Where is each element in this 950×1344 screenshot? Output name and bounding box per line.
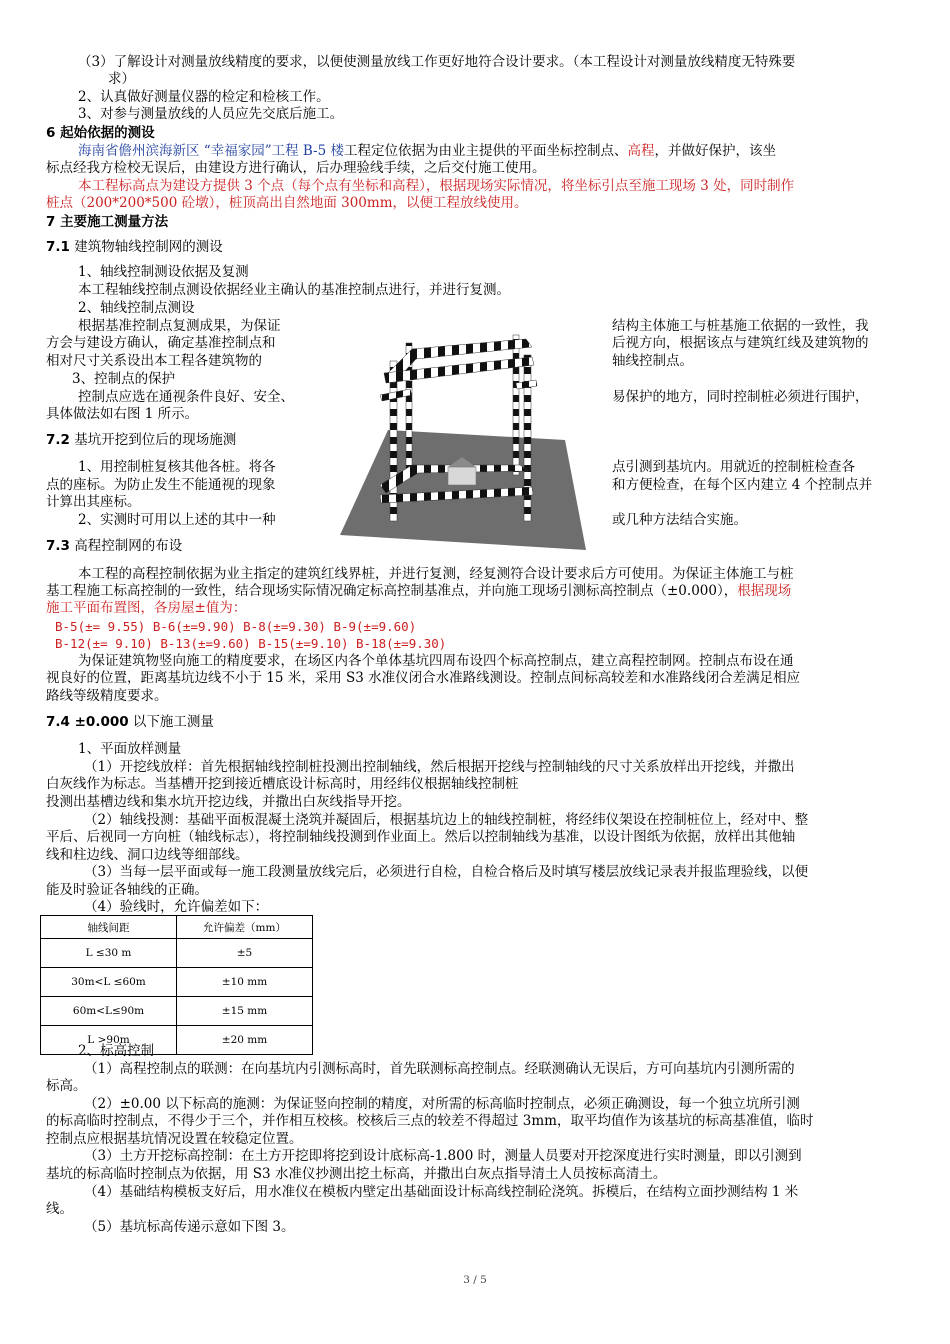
s74-item-1: 1、平面放样测量 [78, 741, 182, 757]
s71-item-2: 2、轴线控制点测设 [78, 300, 195, 316]
table-cell: L >90m [41, 1026, 177, 1055]
s71-item-2-text-l3-left: 相对尺寸关系设出本工程各建筑物的 [46, 353, 262, 369]
table-header-cell: 允许偏差（mm） [177, 916, 313, 939]
s71-item-3-text-l1-right: 易保护的地方，同时控制桩必须进行围护， [612, 389, 869, 405]
control-point-protection-figure [340, 325, 602, 553]
table-cell: 30m<L ≤60m [41, 968, 177, 997]
s71-item-3: 3、控制点的保护 [72, 371, 176, 387]
table-row [41, 939, 313, 968]
s73-para-1-l3: 施工平面布置图，各房屋±值为： [46, 600, 247, 616]
s71-item-2-text-l3-right: 轴线控制点。 [612, 353, 693, 369]
s71-item-2-text-l2-left: 方会与建设方确认，确定基准控制点和 [46, 335, 276, 351]
s74-1b-l1: （2）轴线投测：基础平面板混凝土浇筑并凝固后，根据基坑边上的轴线控制桩，将经纬仪架设在控制桩位上，经对中、整 [84, 812, 809, 828]
intro-line-1: （3）了解设计对测量放线精度的要求，以便使测量放线工作更好地符合设计要求。（本工程设计对测量放线精度无特殊要 [78, 54, 796, 70]
s74-2-2-l2: 的标高临时控制点，不得少于三个，并作相互校核。校核后三点的较差不得超过 3mm，取平均值作为该基坑的标高基准值，临时 [46, 1113, 814, 1129]
section-6-heading: 6 起始依据的测设 [46, 125, 155, 141]
table-header-row [41, 916, 313, 939]
s74-1a-l3: 投测出基槽边线和集水坑开挖边线，并撒出白灰线指导开挖。 [46, 794, 411, 810]
ground-plane [340, 430, 586, 550]
s71-item-1: 1、轴线控制测设依据及复测 [78, 264, 249, 280]
s72-item-2-right: 或几种方法结合实施。 [612, 512, 747, 528]
tolerance-table [40, 915, 313, 1055]
s71-item-2-text-l1-left: 根据基准控制点复测成果，为保证 [78, 318, 281, 334]
elevation-values-row-2: B-12(±= 9.10) B-13(±=9.60) B-15(±=9.10) B-18(±=9.30) [55, 636, 447, 651]
table-cell: ±15 mm [177, 997, 313, 1026]
s72-item-1-l2-left: 点的座标。为防止发生不能通视的现象 [46, 477, 276, 493]
s71-item-3-text-l2: 具体做法如右图 1 所示。 [46, 406, 199, 422]
s74-1b-l2: 平后、后视同一方向桩（轴线标志），将控制轴线投测到作业面上。然后以控制轴线为基准，以设计图纸为依据，放样出其他轴 [46, 829, 796, 845]
s74-2-3-l1: （3）土方开挖标高控制：在土方开挖即将挖到设计底标高-1.800 时，测量人员要对开挖深度进行实时测量，即以引测到 [84, 1148, 802, 1164]
section-7-2-heading: 7.2 基坑开挖到位后的现场施测 [46, 432, 237, 448]
fence-post [524, 355, 531, 521]
table-cell: ±20 mm [177, 1026, 313, 1055]
s74-1b-l3: 线和柱边线、洞口边线等细部线。 [46, 847, 249, 863]
table-row [41, 997, 313, 1026]
section-7-heading: 7 主要施工测量方法 [46, 214, 169, 230]
intro-line-1b: 求） [108, 71, 135, 87]
s71-item-2-text-l2-right: 后视方向，根据该点与建筑红线及建筑物的 [612, 335, 869, 351]
s72-item-1-l1-left: 1、用控制桩复核其他各桩。将各 [78, 459, 276, 475]
section-7-3-heading: 7.3 高程控制网的布设 [46, 538, 183, 554]
s74-2-3-l2: 基坑的标高临时控制点为依据，用 S3 水准仪抄测出挖土标高，并撒出白灰点指导清土人员按标高清土。 [46, 1166, 667, 1182]
s74-2-5: （5）基坑标高传递示意如下图 3。 [84, 1219, 295, 1235]
s74-item-2: 2、标高控制 [78, 1043, 155, 1059]
s74-2-1-l1: （1）高程控制点的联测：在向基坑内引测标高时，首先联测标高控制点。经联测确认无误后，方可向基坑内引测所需的 [84, 1061, 795, 1077]
s74-2-2-l1: （2）±0.00 以下标高的施测：为保证竖向控制的精度，对所需的标高临时控制点，必须正确测设，每一个独立坑所引测 [84, 1096, 800, 1112]
s71-item-2-text-l1-right: 结构主体施工与桩基施工依据的一致性，我 [612, 318, 869, 334]
elevation-highlight: 高程 [627, 143, 655, 159]
s6-para-1-line-2: 标点经我方检校无误后，由建设方进行确认，后办理验线手续，之后交付施工使用。 [46, 160, 546, 176]
section-7-1-heading: 7.1 建筑物轴线控制网的测设 [46, 239, 223, 255]
control-pier [448, 467, 476, 485]
s72-item-1-l2-right: 和方便检查，在每个区内建立 4 个控制点并 [612, 477, 873, 493]
s74-1a-l2: 白灰线作为标志。当基槽开挖到接近槽底设计标高时，用经纬仪根据轴线控制桩 [46, 776, 519, 792]
intro-line-3: 3、对参与测量放线的人员应先交底后施工。 [78, 106, 344, 122]
s74-2-1-l2: 标高。 [46, 1078, 87, 1094]
fence-post [513, 335, 519, 475]
table-cell: ±10 mm [177, 968, 313, 997]
s71-item-3-text-l1-left: 控制点应选在通视条件良好、安全、 [78, 389, 294, 405]
s74-2-4-l1: （4）基础结构模板支好后，用水准仪在模板内壁定出基础面设计标高线控制砼浇筑。拆模后，在结构立面抄测结构 1 米 [84, 1184, 799, 1200]
s72-item-2-left: 2、实测时可用以上述的其中一种 [78, 512, 276, 528]
s74-1c-l2: 能及时验证各轴线的正确。 [46, 882, 208, 898]
s74-1a-l1: （1）开挖线放样：首先根据轴线控制桩投测出控制轴线，然后根据开挖线与控制轴线的尺寸关系放样出开挖线，并撒出 [84, 759, 795, 775]
s74-2-4-l2: 线。 [46, 1201, 73, 1217]
s6-para-2-line-1: 本工程标高点为建设方提供 3 个点（每个点有坐标和高程），根据现场实际情况，将坐标引点至施工现场 3 处，同时制作 [78, 178, 795, 194]
table-header-cell: 轴线间距 [41, 916, 177, 939]
s72-item-1-l1-right: 点引测到基坑内。用就近的控制桩检查各 [612, 459, 855, 475]
table-cell: ±5 [177, 939, 313, 968]
s73-para-1-l2: 基工程施工标高控制的一致性，结合现场实际情况确定标高控制基准点，并向施工现场引测标高控制点（±0.000），根据现场 [46, 583, 792, 599]
table-row [41, 968, 313, 997]
page-number: 3 / 5 [463, 1274, 487, 1286]
s73-para-2-l3: 路线等级精度要求。 [46, 688, 168, 704]
s73-para-1-l1: 本工程的高程控制依据为业主指定的建筑红线界桩，并进行复测，经复测符合设计要求后方可使用。为保证主体施工与桩 [78, 566, 794, 582]
s74-1c-l1: （3）当每一层平面或每一施工段测量放线完后，必须进行自检，自检合格后及时填写楼层放线记录表并报监理验线，以便 [84, 864, 809, 880]
s74-1d: （4）验线时，允许偏差如下： [84, 899, 269, 915]
s6-para-1: 海南省儋州滨海新区 “幸福家园”工程 B-5 楼工程定位依据为由业主提供的平面坐标控制点、高程，并做好保护，该坐 [78, 143, 776, 159]
section-7-4-heading: 7.4 ±0.000 以下施工测量 [46, 714, 214, 730]
intro-line-2: 2、认真做好测量仪器的检定和检核工作。 [78, 89, 330, 105]
s74-2-2-l3: 控制点应根据基坑情况设置在较稳定位置。 [46, 1131, 303, 1147]
s73-para-2-l2: 视良好的位置，距离基坑边线不小于 15 米，采用 S3 水准仪闭合水准路线测设。控制点间标高较差和水准路线闭合差满足相应 [46, 670, 801, 686]
table-cell: 60m<L≤90m [41, 997, 177, 1026]
s6-para-2-line-2: 桩点（200*200*500 砼墩），桩顶高出自然地面 300mm，以便工程放线使用。 [46, 195, 528, 211]
elevation-values-row-1: B-5(±= 9.55) B-6(±=9.90) B-8(±=9.30) B-9(±=9.60) [55, 619, 417, 634]
s72-item-1-l3: 计算出其座标。 [46, 494, 141, 510]
project-name: 海南省儋州滨海新区 “幸福家园”工程 B-5 楼 [78, 143, 344, 159]
table-cell: L ≤30 m [41, 939, 177, 968]
s71-item-1-text: 本工程轴线控制点测设依据经业主确认的基准控制点进行，并进行复测。 [78, 282, 510, 298]
s73-para-2-l1: 为保证建筑物竖向施工的精度要求，在场区内各个单体基坑四周布设四个标高控制点，建立高程控制网。控制点布设在通 [78, 653, 794, 669]
